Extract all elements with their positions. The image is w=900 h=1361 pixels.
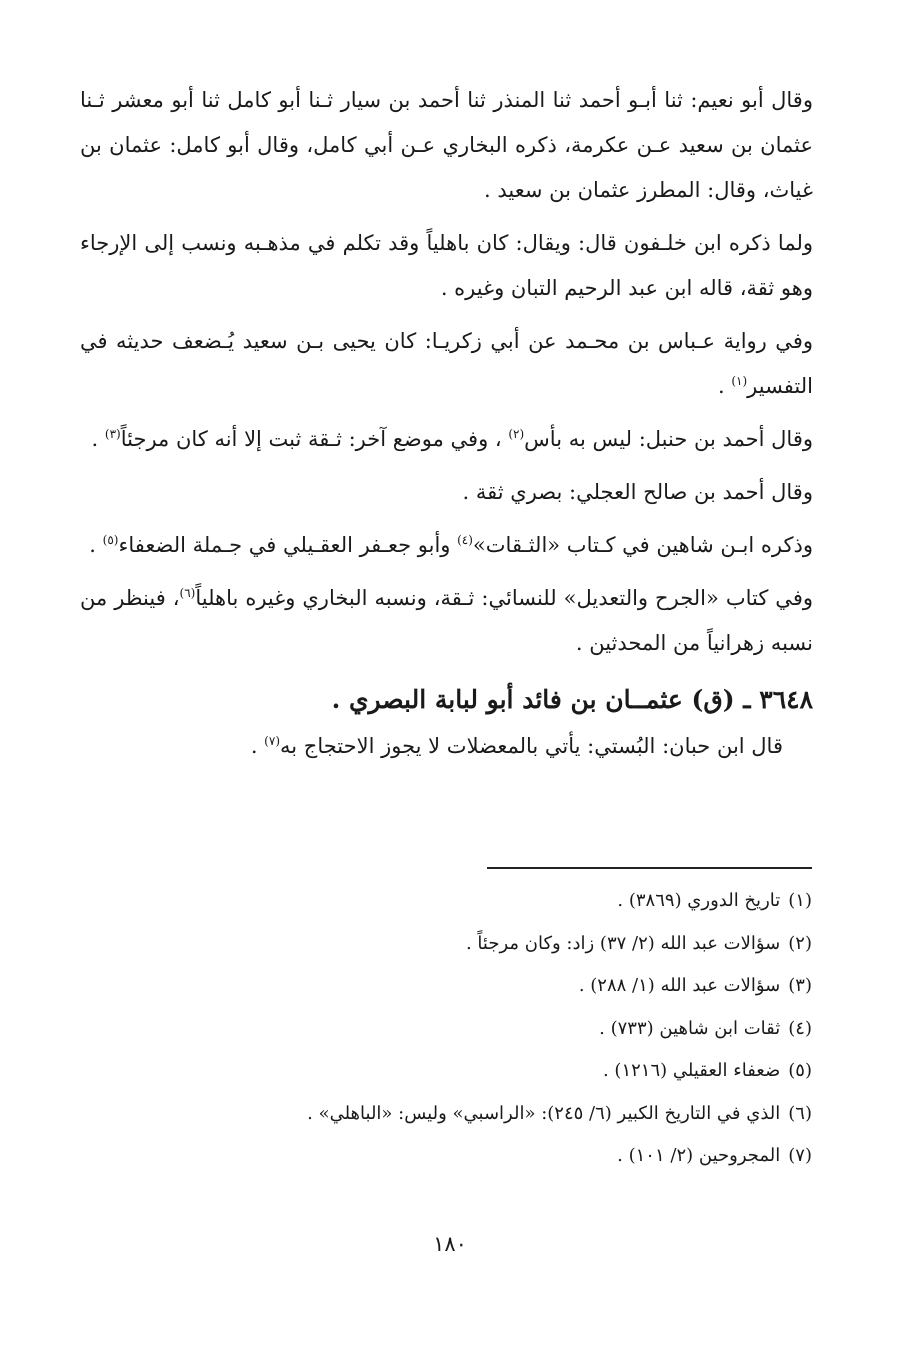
page-number: ١٨٠ [433,1232,467,1256]
main-text [80,78,813,768]
paragraph-nasai: وفي كتاب «الجرح والتعديل» للنسائي: ثـقة، ونسبه البخاري وغيره باهلياً$^{(٦)}$، فينظر من نسبه زهرانياً من المحدثين . [80,586,813,655]
footnote-5 [112,1050,812,1093]
footnote-7 [112,1135,812,1178]
footnote-text: سؤالات عبد الله (١/ ٢٨٨) . [578,975,781,996]
paragraph-ibn-shahin: وذكره ابـن شاهين في كـتاب «الثـقات»$^{(٤)}$ وأبو جعـفر العقـيلي في جـملة الضعفاء$^{(٥)}$ . [89,533,813,557]
footnote-ref-5[interactable]: (٥) [102,533,119,547]
footnote-ref-2[interactable]: (٢) [508,427,525,441]
entry-heading: ٣٦٤٨ ـ (ق) عثمــان بن فائد أبو لبابة البصري . [331,685,813,714]
footnote-text: الذي في التاريخ الكبير (٦/ ٢٤٥): «الراسبي» وليس: «الباهلي» . [307,1102,781,1124]
footnote-number: (١) [788,890,812,911]
footnote-ref-1[interactable]: (١) [731,374,748,388]
footnote-2 [112,923,812,966]
footnote-ref-3[interactable]: (٣) [104,427,121,441]
footnote-ref-6[interactable]: (٦) [179,586,196,600]
paragraph-abu-nuaym: وقال أبو نعيم: ثنا أبـو أحمد ثنا المنذر ثنا أحمد بن سيار ثـنا أبو كامل ثنا أبو معشر ثـنا عثمان بن سعيد عـن عكرمة، ذكره البخاري عـن أبي كامل، وقال أبو كامل: عثمان بن غياث، وقال: المطرز عثمان بن سعيد . [80,88,813,202]
footnote-ref-7[interactable]: (٧) [264,734,280,748]
footnote-text: ضعفاء العقيلي (١٢١٦) . [602,1060,781,1081]
footnote-4 [112,1008,812,1051]
footnote-6 [112,1093,812,1136]
footnote-number: (٤) [788,1017,812,1039]
footnote-number: (٢) [788,932,812,954]
paragraph-ijli: وقال أحمد بن صالح العجلي: بصري ثقة . [462,480,813,504]
footnote-text: سؤالات عبد الله (٢/ ٣٧) زاد: وكان مرجئاً . [465,932,781,954]
paragraph-abbas-riwaya: وفي رواية عـباس بن محـمد عن أبي زكريـا: كان يحيى بـن سعيد يُـضعف حديثه في التفسير$^{(١)}$ . [80,329,813,398]
paragraph-ibn-khalfun: ولما ذكره ابن خلـفون قال: ويقال: كان باهلياً وقد تكلم في مذهـبه ونسب إلى الإرجاء وهو ثقة، قاله ابن عبد الرحيم التبان وغيره . [80,231,813,300]
footnote-number: (٥) [788,1060,812,1081]
footnote-number: (٦) [788,1102,812,1124]
footnote-divider [487,867,812,869]
footnote-number: (٣) [788,975,812,996]
footnotes-list [112,880,812,1178]
footnote-number: (٧) [788,1145,812,1166]
footnote-text: تاريخ الدوري (٣٨٦٩) . [617,890,781,911]
footnote-text: المجروحين (٢/ ١٠١) . [617,1145,781,1166]
footnote-ref-4[interactable]: (٤) [457,533,473,547]
footnote-3 [112,965,812,1008]
paragraph-ahmad-hanbal: وقال أحمد بن حنبل: ليس به بأس$^{(٢)}$ ، وفي موضع آخر: ثـقة ثبت إلا أنه كان مرجئاً$^{(٣)}$ . [91,427,813,451]
footnote-1 [112,880,812,923]
footnote-text: ثقات ابن شاهين (٧٣٣) . [599,1017,781,1039]
entry-text: قال ابن حبان: البُستي: يأتي بالمعضلات لا يجوز الاحتجاج به$^{(٧)}$ . [250,734,783,758]
